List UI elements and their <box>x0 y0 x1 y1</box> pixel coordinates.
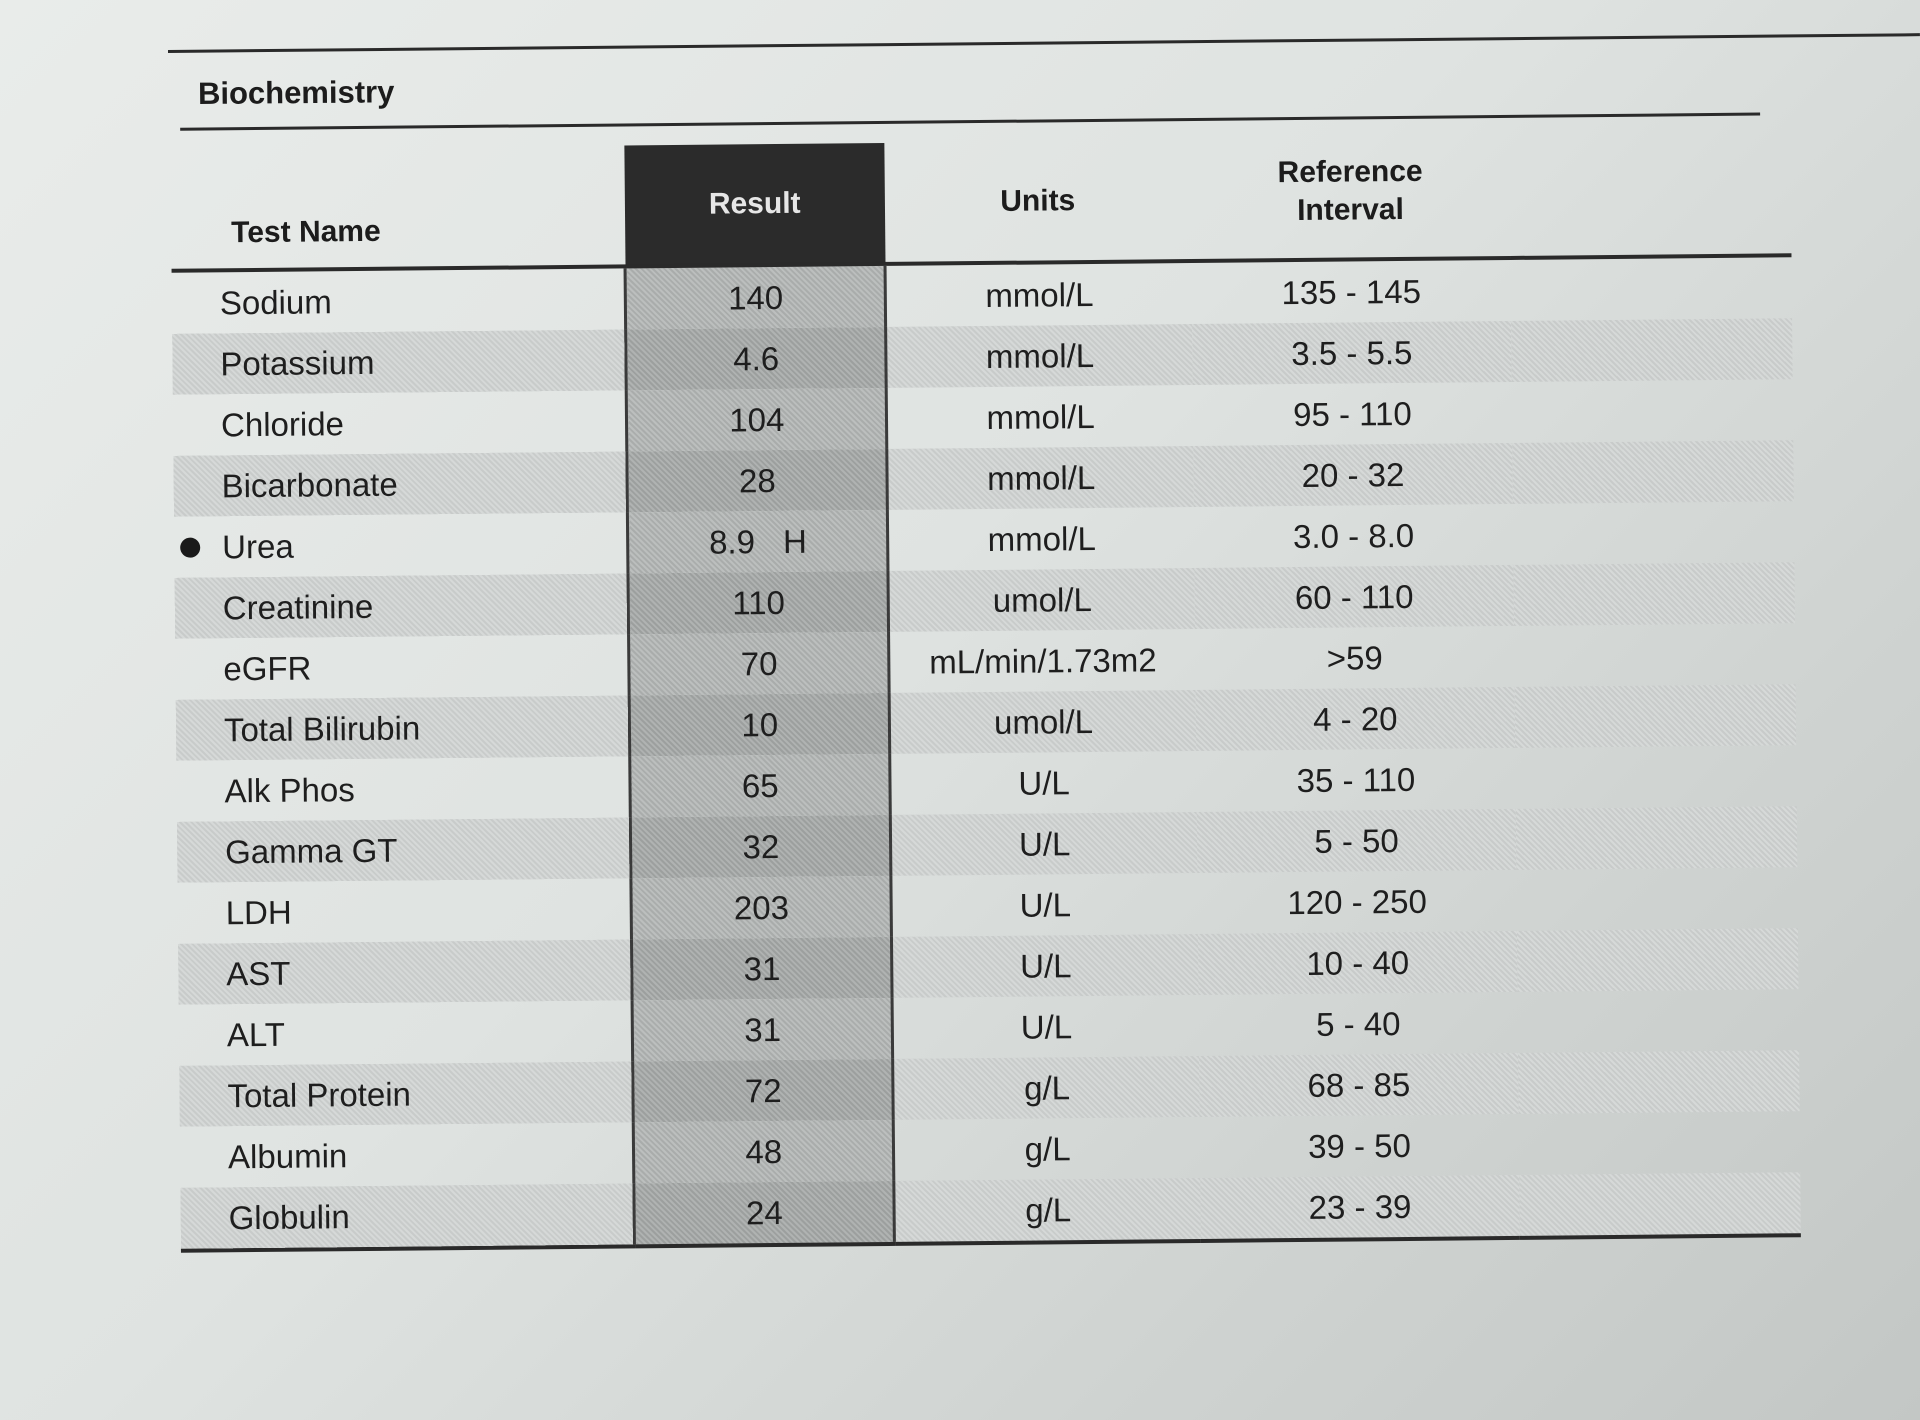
test-name-label: Alk Phos <box>224 770 355 809</box>
cell-spacer <box>1519 1172 1801 1238</box>
cell-test-name <box>176 695 630 760</box>
cell-reference-interval: 95 - 110 <box>1292 394 1412 433</box>
test-name-label: Potassium <box>220 343 375 382</box>
results-table <box>170 134 1801 1252</box>
test-name-label: Chloride <box>220 404 345 443</box>
result-value: 31 <box>744 1010 782 1048</box>
test-name-label: Bicarbonate <box>221 465 398 504</box>
cell-result <box>628 510 889 573</box>
cell-test-name <box>174 512 628 577</box>
test-name-label: Urea <box>222 527 294 565</box>
test-name-label: ALT <box>226 1015 286 1053</box>
cell-units: g/L <box>893 1056 1200 1120</box>
header-reference-line1: Reference <box>1277 154 1423 190</box>
cell-test-name <box>179 1000 633 1065</box>
cell-result <box>628 571 889 634</box>
cell-spacer <box>1519 1111 1801 1175</box>
cell-reference-interval: 39 - 50 <box>1307 1126 1412 1165</box>
cell-test-name <box>180 1122 634 1187</box>
cell-result <box>634 1181 895 1246</box>
cell-units: U/L <box>892 934 1199 998</box>
cell-test-name <box>175 634 629 699</box>
test-name-label: Sodium <box>219 282 332 321</box>
cell-result <box>632 998 893 1061</box>
result-value: 32 <box>742 827 780 865</box>
cell-units: mmol/L <box>886 324 1193 388</box>
test-name-label: Total Protein <box>227 1075 412 1114</box>
cell-spacer <box>1515 684 1797 748</box>
cell-spacer <box>1516 867 1798 931</box>
cell-reference-interval: 3.0 - 8.0 <box>1292 516 1415 555</box>
cell-result <box>632 937 893 1000</box>
cell-units: mmol/L <box>987 519 1097 558</box>
cell-spacer <box>1511 318 1793 382</box>
result-value: 203 <box>733 888 790 926</box>
section-title: Biochemistry <box>197 74 395 111</box>
result-value: 10 <box>741 705 779 743</box>
cell-units: mL/min/1.73m2 <box>929 640 1157 681</box>
test-name-label: AST <box>226 954 291 992</box>
cell-units: umol/L <box>889 690 1196 754</box>
cell-reference-interval: 4 - 20 <box>1196 687 1516 751</box>
cell-result <box>626 327 887 390</box>
result-value: 72 <box>744 1071 782 1109</box>
result-value: 65 <box>741 766 779 804</box>
cell-result <box>631 815 892 878</box>
cell-reference-interval: 5 - 40 <box>1315 1004 1401 1043</box>
cell-reference-interval: 120 - 250 <box>1287 882 1428 921</box>
cell-spacer <box>1510 255 1792 321</box>
cell-units: mmol/L <box>985 275 1094 314</box>
result-flag: H <box>782 522 807 560</box>
cell-units: mmol/L <box>986 397 1095 436</box>
result-value: 28 <box>738 461 776 499</box>
header-reference-interval <box>1190 137 1510 261</box>
cell-units: U/L <box>1019 885 1072 924</box>
cell-test-name <box>172 266 626 333</box>
test-name-label: Gamma GT <box>224 831 398 870</box>
title-divider <box>180 113 1760 131</box>
cell-spacer <box>1512 440 1794 504</box>
header-units: Units <box>884 140 1191 264</box>
table-header-row <box>170 134 1791 271</box>
cell-reference-interval: 20 - 32 <box>1193 443 1513 507</box>
result-value: 48 <box>745 1132 783 1170</box>
cell-spacer <box>1517 928 1799 992</box>
cell-reference-interval: 60 - 110 <box>1194 565 1514 629</box>
test-name-label: Globulin <box>228 1197 350 1236</box>
result-value: 110 <box>732 583 786 621</box>
test-name-label: LDH <box>225 893 292 931</box>
test-name-label: Total Bilirubin <box>223 708 421 748</box>
test-name-label: Creatinine <box>222 587 374 626</box>
cell-units: g/L <box>1024 1129 1071 1168</box>
result-value: 4.6 <box>733 339 780 377</box>
abnormal-marker-icon <box>180 537 200 557</box>
cell-result <box>634 1120 895 1183</box>
cell-spacer <box>1516 806 1798 870</box>
cell-spacer <box>1513 501 1795 565</box>
result-value: 24 <box>745 1193 783 1231</box>
cell-test-name <box>177 817 631 882</box>
results-table-container <box>150 94 1820 1236</box>
cell-reference-interval: 135 - 145 <box>1281 272 1422 311</box>
cell-reference-interval: 68 - 85 <box>1199 1053 1519 1117</box>
cell-spacer <box>1518 1050 1800 1114</box>
cell-result <box>627 388 888 451</box>
cell-reference-interval: 10 - 40 <box>1198 931 1518 995</box>
cell-units: g/L <box>894 1178 1201 1244</box>
cell-result <box>627 449 888 512</box>
cell-test-name <box>172 329 626 394</box>
header-spacer <box>1509 134 1791 258</box>
cell-reference-interval: 3.5 - 5.5 <box>1192 321 1512 385</box>
cell-reference-interval: 5 - 50 <box>1197 809 1517 873</box>
result-value: 31 <box>743 949 781 987</box>
cell-reference-interval: 23 - 39 <box>1200 1175 1520 1241</box>
result-value: 104 <box>729 400 785 438</box>
result-value: 8.9 <box>708 522 756 561</box>
cell-result <box>629 632 890 695</box>
cell-test-name <box>178 939 632 1004</box>
cell-test-name <box>174 573 628 638</box>
result-value: 140 <box>727 278 784 316</box>
cell-spacer <box>1513 562 1795 626</box>
cell-test-name <box>173 390 627 455</box>
cell-result <box>630 754 891 817</box>
header-result: Result <box>624 143 885 266</box>
cell-units: umol/L <box>888 568 1195 632</box>
cell-units: U/L <box>891 812 1198 876</box>
top-divider <box>168 33 1920 53</box>
cell-test-name <box>179 1061 633 1126</box>
cell-spacer <box>1514 623 1796 687</box>
cell-test-name <box>173 451 627 516</box>
cell-test-name <box>177 878 631 943</box>
test-name-label: eGFR <box>223 648 312 687</box>
cell-units: U/L <box>1018 763 1070 802</box>
cell-result <box>629 693 890 756</box>
cell-spacer <box>1518 989 1800 1053</box>
cell-reference-interval: >59 <box>1326 638 1383 677</box>
cell-result <box>631 876 892 939</box>
cell-test-name <box>180 1183 634 1250</box>
test-name-label: Albumin <box>227 1136 348 1175</box>
cell-result <box>633 1059 894 1122</box>
result-value: 70 <box>740 644 778 682</box>
header-reference-line2: Interval <box>1296 192 1404 227</box>
table-body <box>172 255 1801 1251</box>
cell-spacer <box>1515 745 1797 809</box>
cell-units: U/L <box>1020 1007 1073 1046</box>
cell-test-name <box>176 756 630 821</box>
cell-spacer <box>1512 379 1794 443</box>
cell-units: mmol/L <box>887 446 1194 510</box>
cell-reference-interval: 35 - 110 <box>1296 760 1416 799</box>
cell-result <box>625 264 886 329</box>
header-test-name: Test Name <box>170 145 625 270</box>
